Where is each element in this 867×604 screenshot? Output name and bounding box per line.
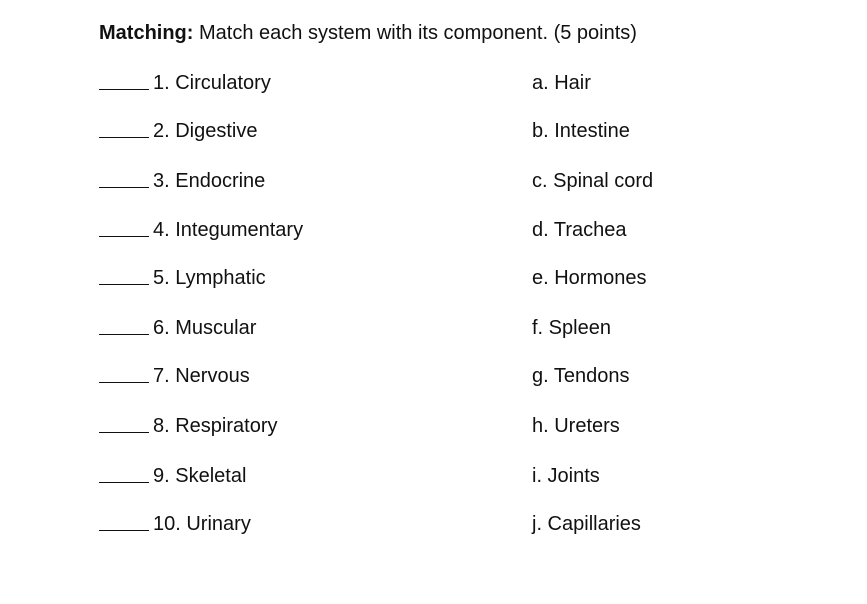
component-item: a. Hair — [532, 72, 591, 94]
matching-row — [0, 413, 867, 439]
component-item: e. Hormones — [532, 267, 647, 289]
heading-instruction: Match each system with its component. (5 points) — [199, 22, 637, 44]
system-item: 4. Integumentary — [153, 219, 304, 241]
system-item: 9. Skeletal — [153, 465, 247, 487]
system-item: 2. Digestive — [153, 120, 258, 142]
system-item: 1. Circulatory — [153, 72, 271, 94]
system-item: 3. Endocrine — [153, 170, 266, 192]
system-item: 7. Nervous — [153, 365, 250, 387]
matching-row — [0, 463, 867, 489]
answer-blank[interactable] — [99, 137, 149, 138]
heading-label: Matching: — [99, 22, 194, 44]
matching-row — [0, 118, 867, 144]
answer-blank[interactable] — [99, 236, 149, 237]
system-item: 8. Respiratory — [153, 415, 278, 437]
answer-blank[interactable] — [99, 334, 149, 335]
answer-blank[interactable] — [99, 187, 149, 188]
component-item: f. Spleen — [532, 317, 611, 339]
answer-blank[interactable] — [99, 432, 149, 433]
component-item: h. Ureters — [532, 415, 620, 437]
answer-blank[interactable] — [99, 382, 149, 383]
component-item: b. Intestine — [532, 120, 630, 142]
component-item: c. Spinal cord — [532, 170, 654, 192]
answer-blank[interactable] — [99, 284, 149, 285]
matching-row — [0, 363, 867, 389]
matching-row — [0, 315, 867, 341]
answer-blank[interactable] — [99, 89, 149, 90]
answer-blank[interactable] — [99, 482, 149, 483]
system-item: 5. Lymphatic — [153, 267, 266, 289]
component-item: g. Tendons — [532, 365, 630, 387]
system-item: 6. Muscular — [153, 317, 257, 339]
matching-row — [0, 511, 867, 537]
matching-row — [0, 168, 867, 194]
matching-row — [0, 265, 867, 291]
system-item: 10. Urinary — [153, 513, 251, 535]
answer-blank[interactable] — [99, 530, 149, 531]
component-item: j. Capillaries — [532, 513, 641, 535]
matching-row — [0, 217, 867, 243]
matching-row — [0, 70, 867, 96]
component-item: i. Joints — [532, 465, 600, 487]
component-item: d. Trachea — [532, 219, 627, 241]
